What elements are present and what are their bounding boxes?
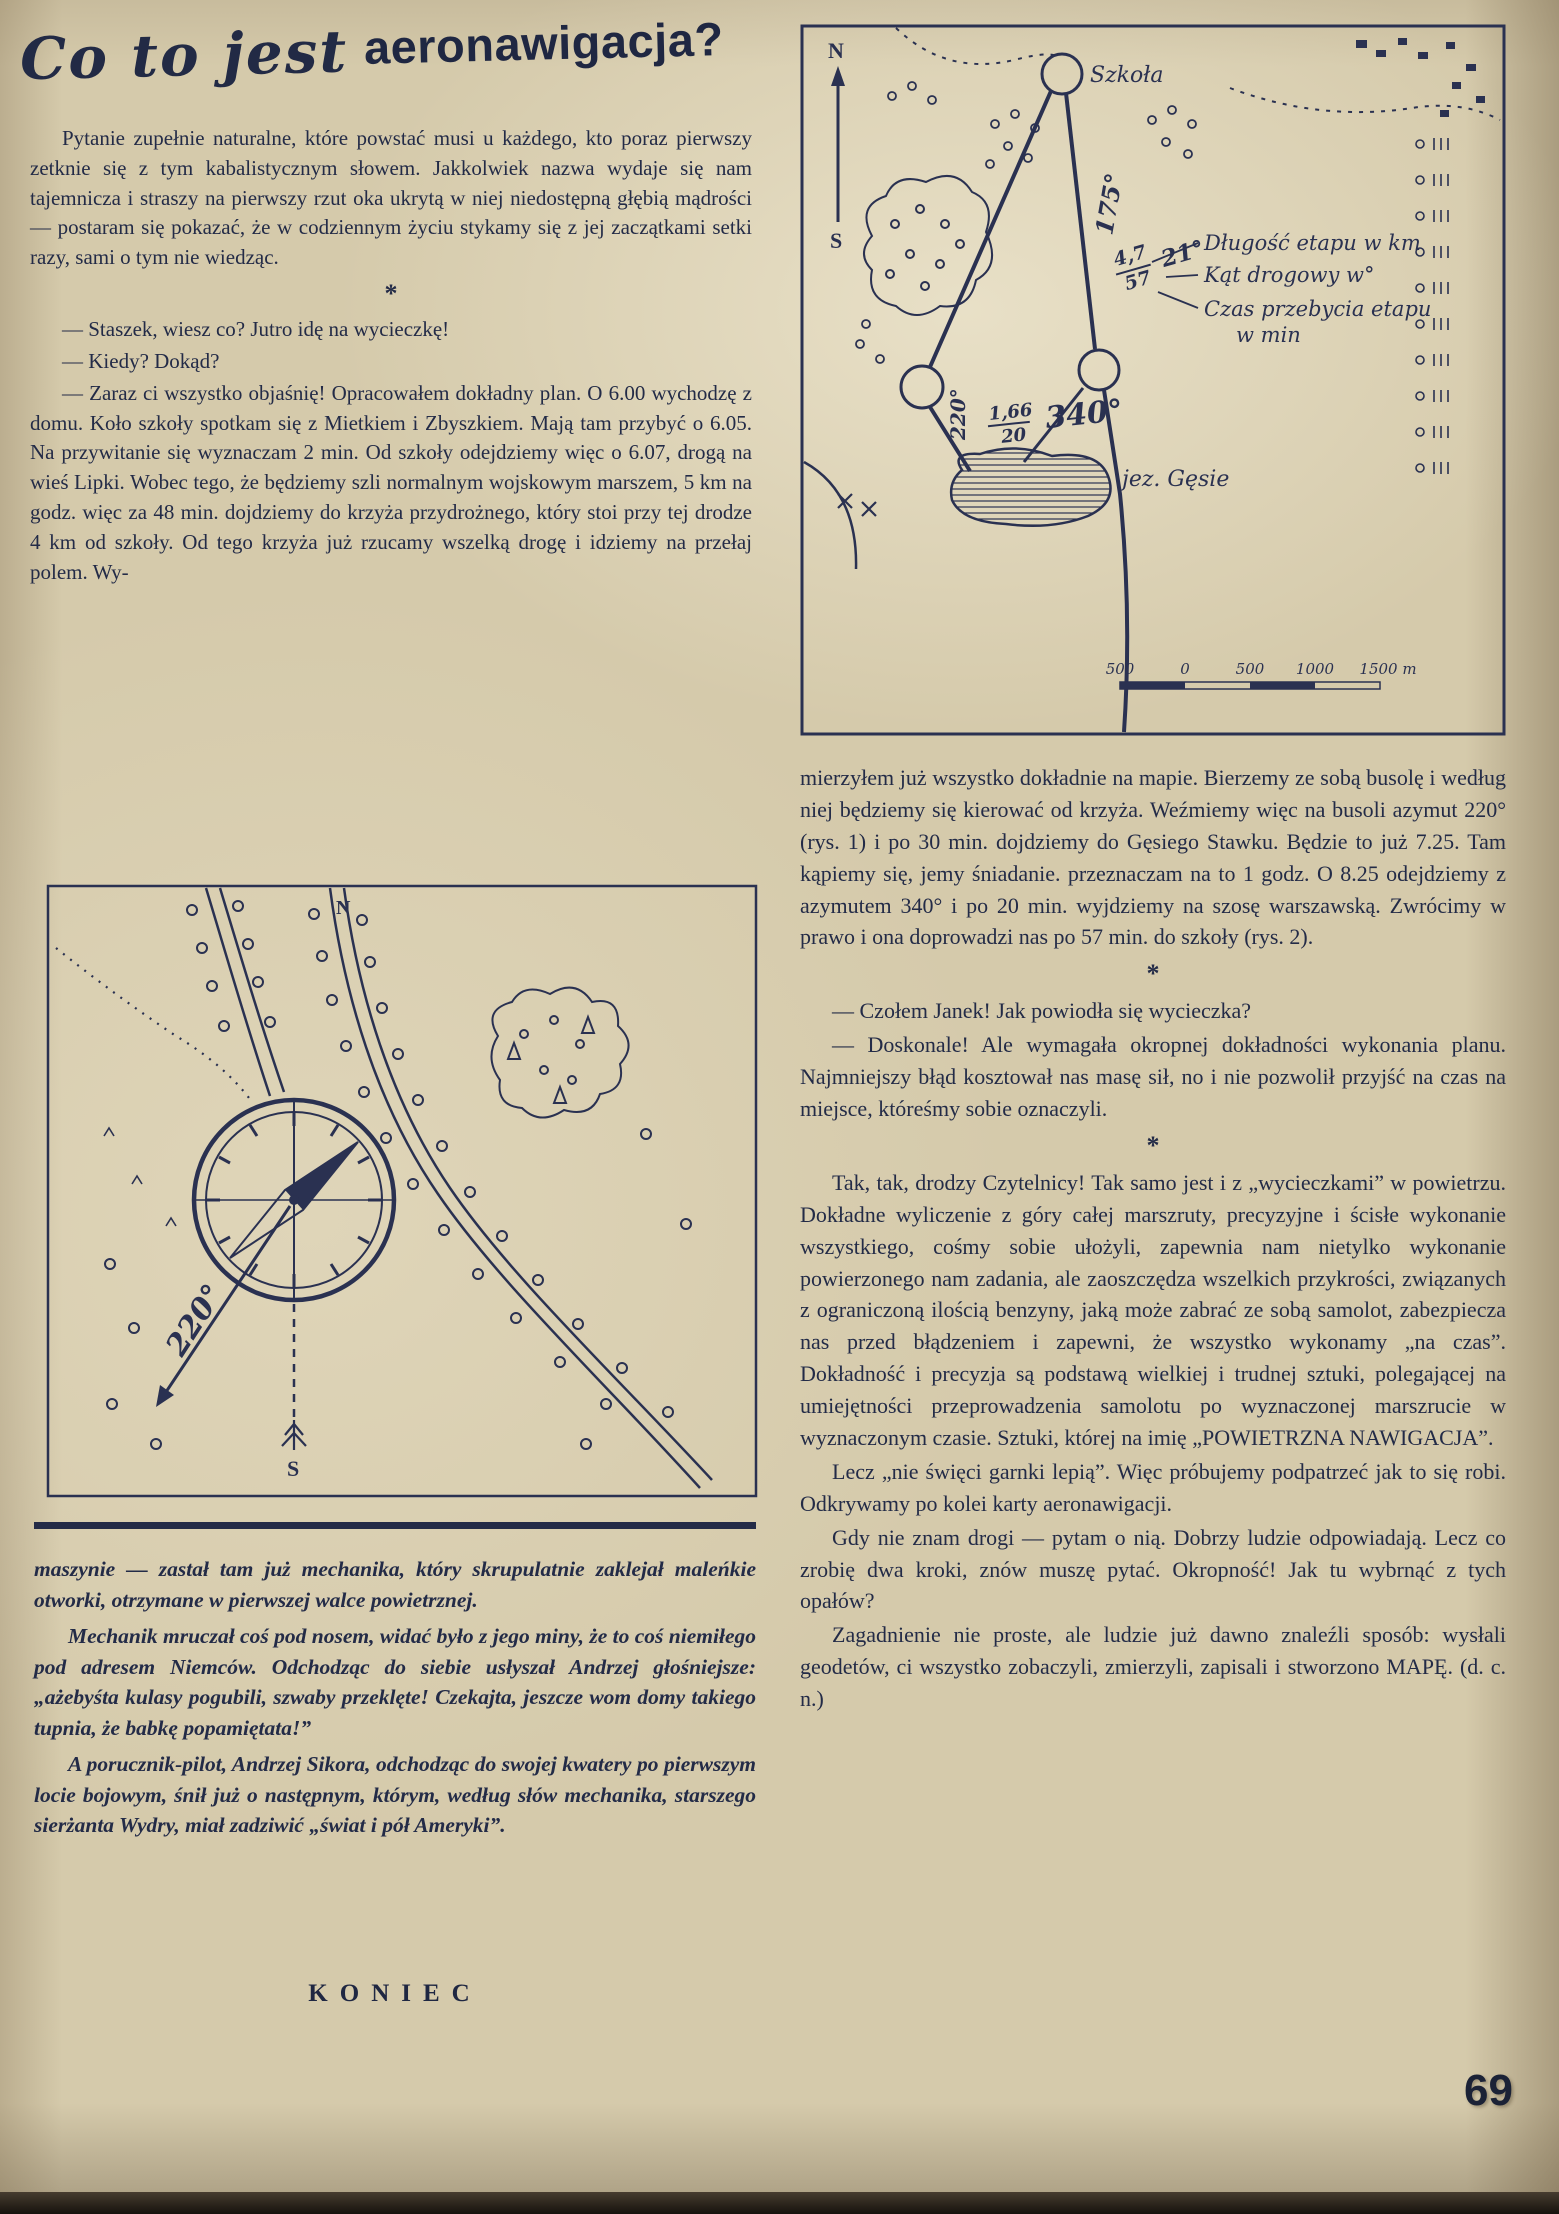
paragraph-continuation: mierzyłem już wszystko dokładnie na mapie. Bierzemy ze sobą busolę i według niej będziemy się kierować od krzyża. Weźmiemy więc na busoli azymut 220° (rys. 1) i po 30 min. dojdziemy do Gęsiego Stawku. Będzie to już 7.25. Tam kąpiemy się, jemy śniadanie. przeznaczam na to 1 godz. O 8.25 odejdziemy z azymutem 340° i po 20 min. wyjdziemy na szosę warszawską. Zwrócimy w prawo i ona doprowadzi nas po 57 min. do szkoły (rys. 2). (800, 765, 1506, 950)
legend-angle-label: Kąt drogowy w° (1204, 263, 1375, 287)
left-column (30, 124, 752, 589)
svg-text:57: 57 (1122, 266, 1154, 296)
dialog-line: — Doskonale! Ale wymagała okropnej dokładności wykonania planu. Najmniejszy błąd kosztował nas masę sił, no i nie pozwolił przyjść na czas na miejsce, któreśmy sobie oznaczyli. (800, 1032, 1506, 1122)
route-annotation-340 (986, 390, 1126, 449)
compass-rose (192, 1098, 396, 1302)
section-separator: * (1146, 959, 1160, 989)
story-paragraph: maszynie — zastał tam już mechanika, który skrupulatnie zaklejał maleńkie otworki, otrzymane w pierwszej walce powietrznej. (34, 1557, 756, 1612)
story-paragraph: A porucznik-pilot, Andrzej Sikora, odchodząc do swojej kwatery po pierwszym locie bojowym, śnił już o następnym, którym, według słów mechanika, starszego sierżanta Wydry, miał zadziwić „świat i pół Ameryki”. (34, 1752, 756, 1838)
compass-south-label: S (287, 1456, 300, 1481)
section-separator: * (384, 279, 398, 309)
paragraph-body: Lecz „nie święci garnki lepią”. Więc próbujemy podpatrzeć jak to się robi. Odkrywamy po kolei karty aeronawigacji. (800, 1458, 1506, 1516)
page-title-bold: aeronawigacja? (363, 12, 725, 74)
legend-length-label: Długość etapu w km (1204, 231, 1421, 255)
paragraph-body: Gdy nie znam drogi — pytam o nią. Dobrzy ludzie odpowiadają. Lecz co zrobię dwa kroki, znów muszę pytać. Okropność! Jak tu wybrnąć z tych opałów? (800, 1524, 1506, 1614)
village-buildings (1356, 38, 1485, 117)
map-north-label: N (828, 38, 844, 63)
forest-area (491, 988, 628, 1118)
south-marker (282, 1304, 306, 1481)
school-label: Szkoła (1090, 63, 1164, 88)
lake-label: jez. Gęsie (1122, 467, 1230, 492)
dialog-line: — Staszek, wiesz co? Jutro idę na wycieczkę! (62, 317, 450, 342)
svg-text:500: 500 (1235, 660, 1265, 678)
compass-figure (46, 884, 758, 1498)
section-rule (34, 1522, 756, 1529)
right-column (800, 762, 1506, 1717)
page-title-script: Co to jest (19, 17, 349, 94)
svg-text:1500 m: 1500 m (1359, 660, 1417, 678)
map-figure (800, 24, 1506, 736)
forest-area (864, 176, 992, 315)
svg-text:500: 500 (1105, 660, 1135, 678)
dashed-paths (896, 28, 1500, 120)
route-annotation-220: 220° (946, 388, 970, 440)
compass-roads (206, 888, 712, 1488)
cross-marker (901, 366, 943, 408)
compass-north-label: N (336, 897, 351, 919)
waypoint-marker (1079, 350, 1119, 390)
tree-clusters (856, 82, 1196, 363)
dialog-line: — Czołem Janek! Jak powiodła się wycieczka? (832, 998, 1252, 1024)
azimuth-label: 220° (159, 1278, 231, 1363)
paragraph-body: Zagadnienie nie proste, ale ludzie już dawno znaleźli sposób: wysłali geodetów, ci wszystko zobaczyli, zmierzyli, zapisali i stworzono MAPĘ. (d. c. n.) (800, 1622, 1506, 1712)
svg-text:1000: 1000 (1295, 660, 1335, 678)
paragraph-body: Tak, tak, drodzy Czytelnicy! Tak samo jest i z „wycieczkami” w powietrzu. Dokładne wyliczenie z góry całej marszruty, precyzyjne i ścisłe wykonanie wszystkiego, cośmy sobie ułożyli, zapewnia nam nietylko wykonanie powierzonego nam zadania, ale zaoszczędza wszelkich przykrości, związanych z ograniczoną ilością benzyny, jaką może zabrać ze sobą samolot, zabezpiecza nas przed błądzeniem i zapewni, że wszystko wykonamy „na czas”. Dokładność i precyzja są podstawą wielkiej i trudnej sztuki, polegającej na umiejętności przeprowadzenia samolotu po wyznaczonej marszrucie w wyznaczonym czasie. Sztuki, której na imię „POWIETRZNA NAWIGACJA”. (800, 1169, 1506, 1451)
route-annotation-21 (1109, 225, 1210, 296)
page-edge-shadow (0, 2192, 1559, 2214)
dotted-trail (56, 948, 252, 1102)
page-title (19, 7, 780, 94)
azimuth-arrow (156, 1206, 290, 1407)
map-north-arrow (828, 38, 845, 253)
legend-time-label: Czas przebycia etapu (1204, 297, 1432, 321)
dialog-line: — Kiedy? Dokąd? (62, 348, 220, 373)
route-annotation-175 (1089, 171, 1128, 237)
story-column (34, 1554, 756, 1847)
map-scale-bar (1106, 660, 1417, 689)
compass-frame (48, 886, 756, 1496)
map-south-label: S (830, 228, 843, 253)
story-ending: KONIEC (308, 1980, 482, 2007)
svg-text:1,66: 1,66 (987, 399, 1034, 426)
map-frame (802, 26, 1504, 734)
fir-tree-icon (282, 1420, 306, 1450)
page-number: 69 (1464, 2066, 1513, 2115)
lake (951, 448, 1229, 525)
grass-marks (104, 1128, 176, 1226)
svg-text:4,7: 4,7 (1111, 240, 1149, 272)
svg-text:21°: 21° (1158, 234, 1208, 273)
legend-time-label-2: w min (1236, 323, 1301, 347)
svg-text:340°: 340° (1043, 393, 1125, 437)
paragraph-intro: Pytanie zupełnie naturalne, które powstać musi u każdego, kto poraz pierwszy zetknie się z tym kabalistycznym słowem. Jakkolwiek nazwa wydaje się nam tajemnicza i straszy na pierwszy rzut oka ukrytą w niej niedostępną głębią mądrości — postaram się pokazać, że w codziennym życiu stykamy się z jej zaczątkami setki razy, sami o tym nie wiedząc. (30, 126, 752, 270)
svg-text:0: 0 (1180, 660, 1190, 678)
story-paragraph: Mechanik mruczał coś pod nosem, widać było z jego miny, że to coś niemiłego pod adresem Niemców. Odchodząc do siebie usłyszał Andrzej głośniejsze: „ażebyśta kulasy pogubili, szwaby przeklęte! Czekajta, jeszcze wom domy takiego tupnia, że babkę popamiętata!” (34, 1624, 756, 1740)
paragraph-plan: — Zaraz ci wszystko objaśnię! Opracowałem dokładny plan. O 6.00 wychodzę z domu. Koło szkoły spotkam się z Mietkiem i Zbyszkiem. Mają tam przybyć o 6.05. Na przywitanie się wyznaczam 2 min. Od szkoły odejdziemy więc o 6.07, drogą na wieś Lipki. Wobec tego, że będziemy szli normalnym wojskowym marszem, 5 km na godz. więc za 48 min. dojdziemy do krzyża przydrożnego, który stoi przy tej drodze 4 km od szkoły. Od tego krzyża już rzucamy wszelką drogę i idziemy na przełaj polem. Wy- (30, 380, 752, 584)
school-marker (1042, 54, 1082, 94)
section-separator: * (1146, 1130, 1160, 1160)
svg-text:20: 20 (1000, 424, 1028, 448)
svg-text:175°: 175° (1089, 170, 1129, 238)
